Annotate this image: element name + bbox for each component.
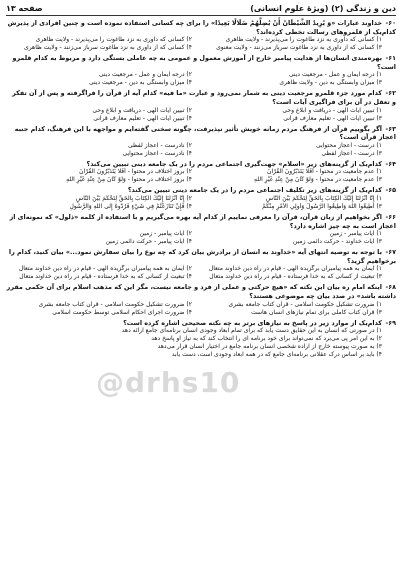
answer-option[interactable]: ۴) ضرورت اجرای احکام اسلامی توسط حکومت اسلامی (52, 308, 192, 316)
question-text: کدام‌یک از گزینه‌های زیر تکلیف اجتماعی مردم را در یک جامعه دینی تبیین می‌کند؟ (127, 186, 382, 195)
answer-option[interactable]: ۱) تبیین آیات الهی - دریافت و ابلاغ وحی (282, 106, 382, 114)
answer-option[interactable]: ۲) تبیین آیات الهی - دریافت و ابلاغ وحی (92, 106, 192, 114)
question-stem (6, 89, 396, 106)
question-item (6, 248, 396, 281)
answer-option[interactable]: ۲) به این امر پی می‌برد که نمی‌تواند برای خود برنامه ای را انتخاب کند که به نیاز او پاسخ دهد (151, 335, 382, 343)
question-number: ۶۴- (385, 159, 396, 168)
question-number: ۶۹- (385, 318, 396, 327)
answer-option[interactable]: ۴) تبعیت از کسانی که به خدا فرستاده - قیام در راه دین خداوند متعال (19, 273, 192, 281)
book-title: دین و زندگی (۲) (ویژهٔ علوم انسانی) (250, 4, 396, 13)
question-text: کدام‌یک از گزینه‌های زیر «اسلام» جهت‌گیری اجتماعی مردم را در یک جامعه دینی تبیین می‌کند؟ (86, 159, 382, 168)
answer-options (6, 36, 396, 52)
answer-option[interactable]: ۳) میزان وابستگی به دین - ولایت ظاهری (279, 79, 382, 87)
question-stem (6, 54, 396, 71)
answer-option[interactable]: ۳) أَطِيعُوا اللَّهَ وَأَطِيعُوا الرَّسُولَ وَأُولِي الْأَمْرِ مِنْكُمْ (262, 202, 382, 210)
question-text: اینکه امام ره بیان این نکته که «هیچ حرکتی و عملی از فرد و جامعه نیست، مگر این که مذهب اسلام برای آن حکمی مقرر داشته باشد» در صدد بیان چه موضوعی هستند؟ (6, 283, 396, 300)
answer-option[interactable]: ۲) بروز اختلاف در محتوا - أَفَلَا يَتَدَبَّرُونَ الْقُرْآنَ (79, 168, 192, 176)
answer-option[interactable]: ۳) کسانی که از داوری به نزد طاغوت سرباز می‌زنند - ولایت معنوی (216, 44, 382, 52)
question-text: کدام‌یک از موارد زیر در پاسخ به نیازهای برتر به چه نکته صحیحی اشاره کرده است؟ (123, 318, 382, 327)
answer-option[interactable]: ۳) آیات خداوند - حرکت دائمی زمین (293, 238, 382, 246)
answer-options (6, 265, 396, 281)
question-item (6, 54, 396, 87)
answer-option[interactable]: ۴) تبیین آیات الهی - تعلیم معارف قرآنی (93, 114, 192, 122)
answer-option[interactable]: ۳) به صورت پیوسته خارج از اراده شخصی انسان برنامه جامع در اختیار انسان قرار می‌دهد (157, 343, 382, 351)
question-number: ۶۸- (385, 283, 396, 292)
answer-option[interactable]: ۱) إِنَّا أَنْزَلْنَا إِلَيْكَ الْكِتَابَ بِالْحَقِّ لِتَحْكُمَ بَيْنَ النَّاسِ (265, 194, 382, 202)
answer-option[interactable]: ۴) میزان وابستگی به دین - مرجعیت دینی (89, 79, 192, 87)
question-stem (6, 186, 396, 195)
page-header (6, 4, 396, 16)
answer-option[interactable]: ۳) تبعیت از کسانی که به خدا فرستاده - قیام در راه دین خداوند متعال (209, 273, 382, 281)
question-item (6, 186, 396, 211)
answer-option[interactable]: ۳) قرآن کتاب کاملی برای تمام نیازهای انسان هاست (251, 308, 382, 316)
question-stem (6, 160, 396, 169)
question-item (6, 319, 396, 360)
question-stem (6, 213, 396, 230)
answer-option[interactable]: ۴) فَإِنْ تَنَازَعْتُمْ فِي شَيْءٍ فَرُدُّوهُ إِلَى اللَّهِ وَالرَّسُولِ (69, 202, 192, 210)
watermark: @drhs10 (96, 366, 241, 399)
question-number: ۶۵- (385, 186, 396, 195)
answer-option[interactable]: ۴) نادرست - اعجاز محتوایی (122, 149, 192, 157)
question-item (6, 283, 396, 316)
question-number: ۶۱- (385, 54, 396, 63)
answer-option[interactable]: ۲) ضرورت تشکیل حکومت اسلامی - قرآن کتاب جامعه بشری (38, 300, 192, 308)
question-text: کدام مورد جزء قلمرو مرجعیت دینی به شمار نمی‌رود و عبارت «ما فیه» کدام آیه از قرآن را فراگرفته و پس از آن تفکر و تعقل در آن برای فراگیری آیات است؟ (12, 89, 396, 106)
question-number: ۶۰- (385, 19, 396, 27)
question-text: بهره‌مندی انسان‌ها از هدایت پیامبر خارج از آموزش معمول و عمومی به چه عاملی بستگی دارد و مربوط به کدام قلمرو است؟ (12, 54, 396, 71)
answer-option[interactable]: ۲) نادرست - اعجاز لفظی (128, 141, 192, 149)
answer-options (6, 230, 396, 246)
answer-option[interactable]: ۳) تبیین آیات الهی - تعلیم معارف قرآنی (283, 114, 382, 122)
answer-option[interactable]: ۴) کسانی که از داوری به نزد طاغوت سرباز می‌زنند - ولایت ظاهری (24, 44, 192, 52)
answer-options (6, 142, 396, 158)
question-text: با توجه به توصیه انتهای آیه «خداوند به انسان از برادرش بیان کرد که چه نوع را بیان سفارش نمود...» بیان کنید، کدام را برخواهیم گزید؟ (8, 248, 396, 265)
question-text: خداوند عبارات «وَ يُرِيدُ الشَّيْطَانُ أَنْ يُضِلَّهُمْ ضَلَالًا بَعِيدًا» را برای چه کسانی استفاده نموده است و چنین افرادی از پذیرش کدام‌یک از قلمروهای رسالت تخطی کرده‌اند؟ (7, 19, 396, 36)
answer-option[interactable]: ۳) درست - اعجاز لفظی (321, 149, 382, 157)
answer-option[interactable]: ۲) درجه ایمان و عمل - مرجعیت دینی (98, 71, 192, 79)
answer-option[interactable]: ۱) درست - اعجاز محتوایی (315, 141, 382, 149)
question-stem (6, 19, 396, 36)
answer-option[interactable]: ۱) ضرورت تشکیل حکومت اسلامی - قرآن کتاب جامعه بشری (228, 300, 382, 308)
question-text: آگر بگوییم قرآن از فرهنگ مردم زمانه خویش تأثیر نپذیرفت، چگونه سخنی گفته‌ایم و مواجهه با این فرهنگ، کدام جنبه اعجاز قرآن است؟ (14, 124, 396, 142)
question-item (6, 160, 396, 185)
answer-options (6, 301, 396, 317)
questions-list (6, 19, 396, 359)
answer-option[interactable]: ۱) کسانی که داوری به نزد طاغوت را می‌پذیرند - ولایت ظاهری (225, 36, 382, 44)
page-number: صفحه ۱۳ (6, 4, 43, 13)
answer-option[interactable]: ۳) عدم جامعیت در محتوا - وَلَوْ كَانَ مِنْ عِنْدِ غَيْرِ اللَّهِ (254, 176, 382, 184)
question-item (6, 125, 396, 158)
question-stem (6, 248, 396, 265)
answer-option[interactable]: ۲) ایمان به همه پیامبران برگزیده الهی - قیام در راه دین خداوند متعال (18, 265, 192, 273)
question-stem (6, 319, 396, 328)
answer-option[interactable]: ۴) باید بر اساس درک عقلانی برنامه‌ای جامع که در همه ابعاد وجودی است، دست یابد (171, 351, 382, 359)
question-number: ۶۶- (385, 212, 396, 221)
answer-option[interactable]: ۲) کسانی که داوری به نزد طاغوت را می‌پذیرند - ولایت ظاهری (35, 36, 192, 44)
question-number: ۶۳- (385, 124, 396, 133)
answer-options (6, 71, 396, 87)
question-text: اگر بخواهیم از زبان قرآن، قرآن را معرفی نماییم از کدام آیه بهره می‌گیریم و با استفاده از کلمه «ذلول» که نمونه‌ای از اعجاز است به چه چیز اشاره دارد؟ (9, 212, 396, 230)
question-number: ۶۷- (385, 248, 396, 257)
answer-options (6, 327, 396, 359)
answer-options (6, 195, 396, 211)
answer-option[interactable]: ۲) إِنَّا أَنْزَلْنَا إِلَيْكَ الْكِتَابَ بِالْحَقِّ لِتَحْكُمَ بَيْنَ النَّاسِ (75, 194, 192, 202)
question-stem (6, 125, 396, 142)
answer-options (6, 168, 396, 184)
answer-option[interactable]: ۱) ایمان به همه پیامبران برگزیده الهی - قیام در راه دین خداوند متعال (208, 265, 382, 273)
question-item (6, 213, 396, 246)
question-item (6, 19, 396, 52)
question-item (6, 89, 396, 122)
answer-option[interactable]: ۴) بروز اختلاف در محتوا - وَلَوْ كَانَ مِنْ عِنْدِ غَيْرِ اللَّهِ (66, 176, 192, 184)
answer-option[interactable]: ۱) در صورتی که انسان به این حقایق دست یابد که برای تمام ابعاد وجودی انسان برنامه‌ای جامع ارائه دهد (121, 327, 382, 335)
answer-option[interactable]: ۱) آیات پیامبر - زمین (329, 230, 382, 238)
question-number: ۶۲- (385, 89, 396, 98)
answer-option[interactable]: ۲) آیات پیامبر - زمین (139, 230, 192, 238)
answer-option[interactable]: ۴) آیات پیامبر - حرکت دائمی زمین (105, 238, 192, 246)
answer-option[interactable]: ۱) عدم جامعیت در محتوا - أَفَلَا يَتَدَبَّرُونَ الْقُرْآنَ (267, 168, 382, 176)
answer-option[interactable]: ۱) درجه ایمان و عمل - مرجعیت دینی (288, 71, 382, 79)
answer-options (6, 107, 396, 123)
question-stem (6, 283, 396, 300)
